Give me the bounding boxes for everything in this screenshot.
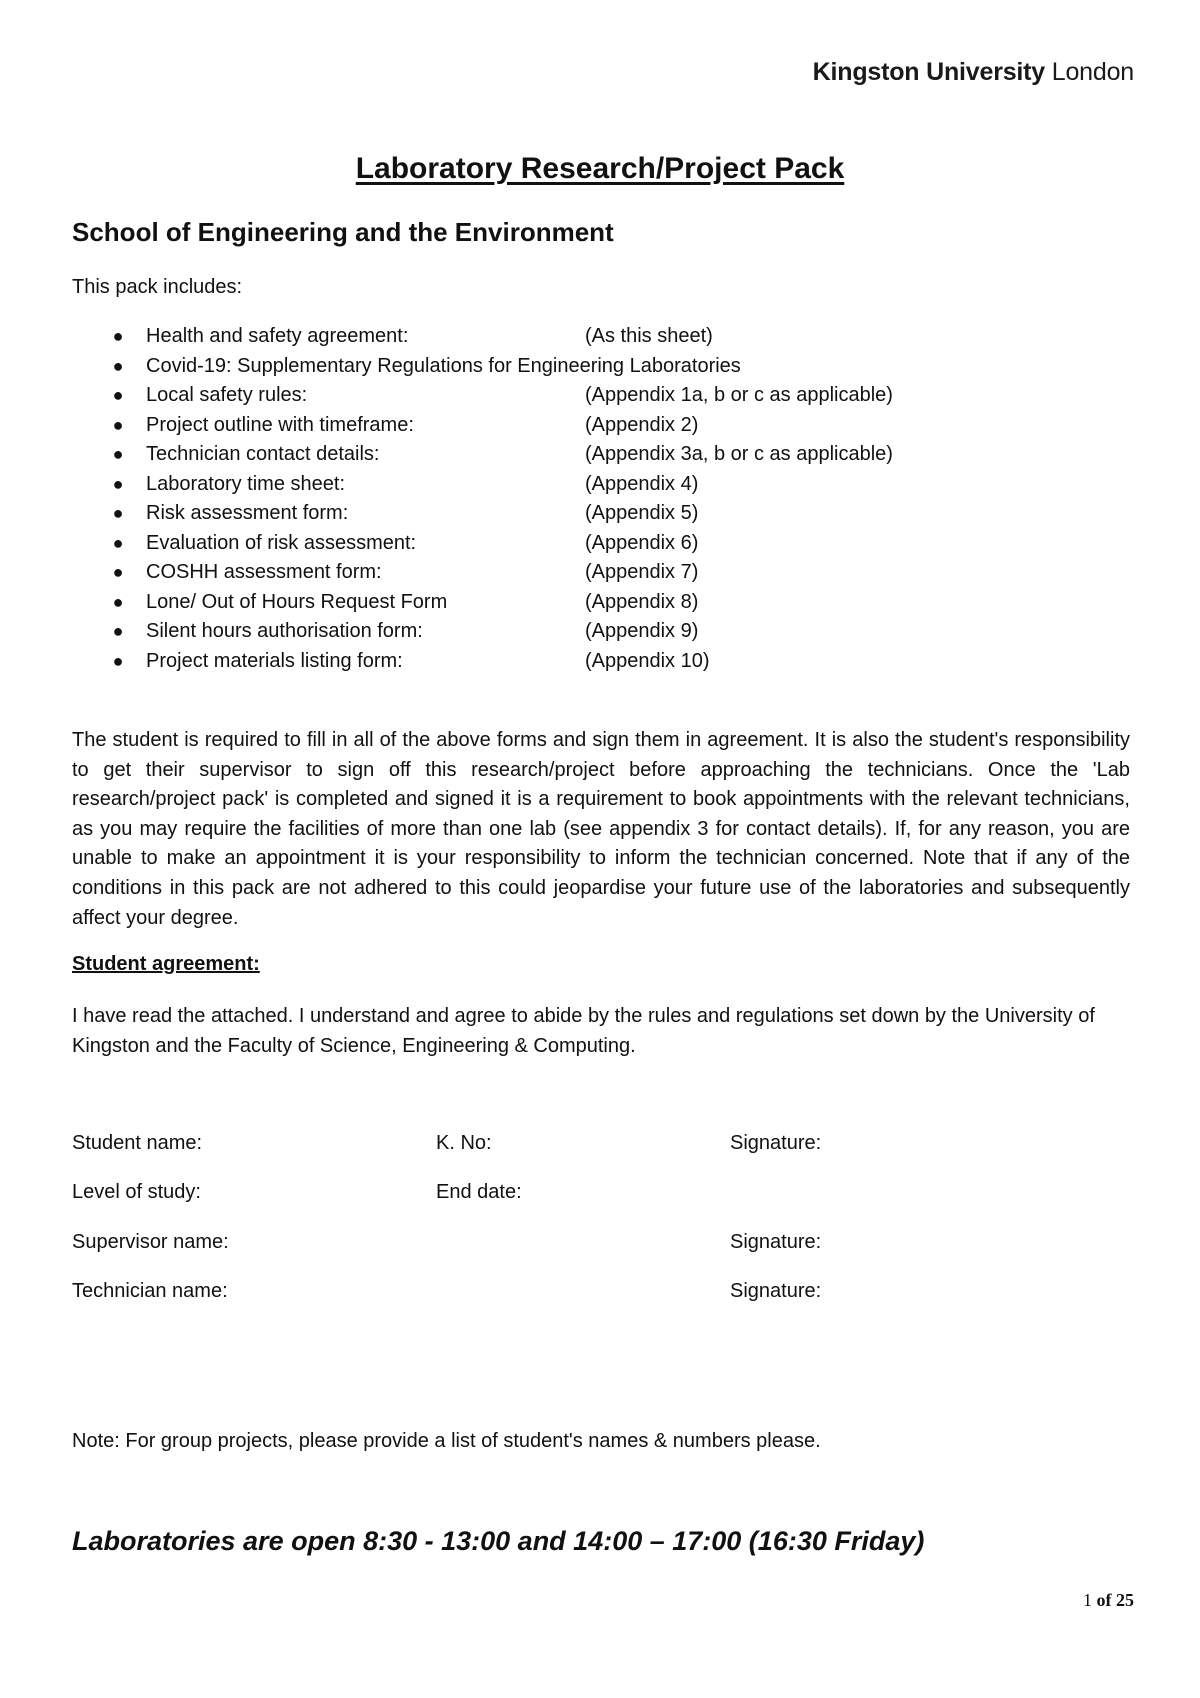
level-of-study-label: Level of study: — [72, 1181, 201, 1203]
technician-signature-label: Signature: — [730, 1280, 822, 1302]
university-logo — [813, 58, 1134, 87]
bullet-icon: ● — [112, 385, 124, 405]
page-current: 1 — [1083, 1590, 1092, 1610]
logo-light-text: London — [1051, 58, 1134, 86]
list-item-label: Local safety rules: — [146, 384, 308, 406]
list-item-ref: (Appendix 3a, b or c as applicable) — [585, 443, 893, 465]
list-item-ref: (Appendix 10) — [585, 649, 710, 672]
requirements-paragraph: The student is required to fill in all of the above forms and sign them in agreement. It is also the student's responsibility to get their supervisor to sign off this research/project before approaching the technicians. Once the 'Lab research/project pack' is completed and signed it is a requirement to book appointments with the relevant technicians, as you may require the facilities of more than one lab (see appendix 3 for contact details). If, for any reason, you are unable to make an appointment it is your responsibility to inform the technician concerned. Note that if any of the conditions in this pack are not adhered to this could jeopardise your future use of the laboratories and subsequently affect your degree. — [72, 729, 1130, 929]
bullet-icon: ● — [112, 444, 124, 464]
list-item-label: Covid-19: Supplementary Regulations for Engineering Laboratories — [146, 354, 741, 377]
bullet-icon: ● — [112, 473, 124, 494]
end-date-label: End date: — [436, 1181, 522, 1203]
list-item-ref: (Appendix 1a, b or c as applicable) — [585, 384, 893, 406]
bullet-icon: ● — [112, 591, 124, 612]
k-number-label: K. No: — [436, 1132, 492, 1154]
bullet-icon: ● — [112, 326, 124, 346]
list-item-ref: (Appendix 5) — [585, 502, 699, 524]
laboratory-hours: Laboratories are open 8:30 - 13:00 and 14:00 – 17:00 (16:30 Friday) — [72, 1526, 925, 1556]
page-title: Laboratory Research/Project Pack — [355, 152, 845, 185]
page-number — [1083, 1590, 1134, 1611]
list-item-label: Technician contact details: — [146, 443, 380, 465]
student-agreement-heading: Student agreement: — [72, 953, 260, 975]
page-total: 25 — [1116, 1590, 1134, 1610]
student-name-label: Student name: — [72, 1132, 203, 1154]
list-item-label: Silent hours authorisation form: — [146, 620, 423, 642]
list-item-label: Risk assessment form: — [146, 502, 349, 524]
list-item-label: Project materials listing form: — [146, 649, 403, 672]
list-item-ref: (Appendix 7) — [585, 561, 699, 583]
student-signature-label: Signature: — [730, 1132, 822, 1154]
group-projects-note: Note: For group projects, please provide a list of student's names & numbers please. — [72, 1430, 821, 1452]
bullet-icon: ● — [112, 650, 124, 671]
list-item-label: Evaluation of risk assessment: — [146, 531, 417, 554]
form-row-level — [72, 1181, 1130, 1211]
supervisor-signature-label: Signature: — [730, 1231, 822, 1253]
pack-intro: This pack includes: — [72, 276, 243, 298]
bullet-icon: ● — [112, 414, 124, 435]
logo-bold-text: Kingston University — [812, 58, 1046, 86]
list-item-label: Lone/ Out of Hours Request Form — [146, 590, 448, 613]
page-of: of — [1096, 1590, 1112, 1610]
school-heading: School of Engineering and the Environment — [72, 217, 614, 247]
student-agreement-text: I have read the attached. I understand and agree to abide by the rules and regulations set down by the University of Kingston and the Faculty of Science, Engineering & Computing. — [72, 1005, 1095, 1057]
list-item-ref: (As this sheet) — [585, 325, 713, 347]
bullet-icon: ● — [112, 355, 124, 376]
bullet-icon: ● — [112, 562, 124, 582]
supervisor-name-label: Supervisor name: — [72, 1231, 229, 1253]
list-item-ref: (Appendix 8) — [585, 590, 699, 613]
list-item-ref: (Appendix 2) — [585, 413, 699, 436]
form-row-technician — [72, 1280, 1130, 1310]
technician-name-label: Technician name: — [72, 1280, 228, 1302]
list-item-ref: (Appendix 9) — [585, 620, 699, 642]
bullet-icon: ● — [112, 532, 124, 553]
list-item-label: COSHH assessment form: — [146, 561, 382, 583]
form-row-student — [72, 1132, 1130, 1162]
form-row-supervisor — [72, 1231, 1130, 1261]
list-item-ref: (Appendix 4) — [585, 472, 699, 495]
list-item-label: Laboratory time sheet: — [146, 472, 345, 495]
bullet-icon: ● — [112, 503, 124, 523]
list-item-label: Project outline with timeframe: — [146, 413, 414, 436]
list-item-label: Health and safety agreement: — [146, 325, 409, 347]
bullet-icon: ● — [112, 621, 124, 641]
list-item-ref: (Appendix 6) — [585, 531, 699, 554]
